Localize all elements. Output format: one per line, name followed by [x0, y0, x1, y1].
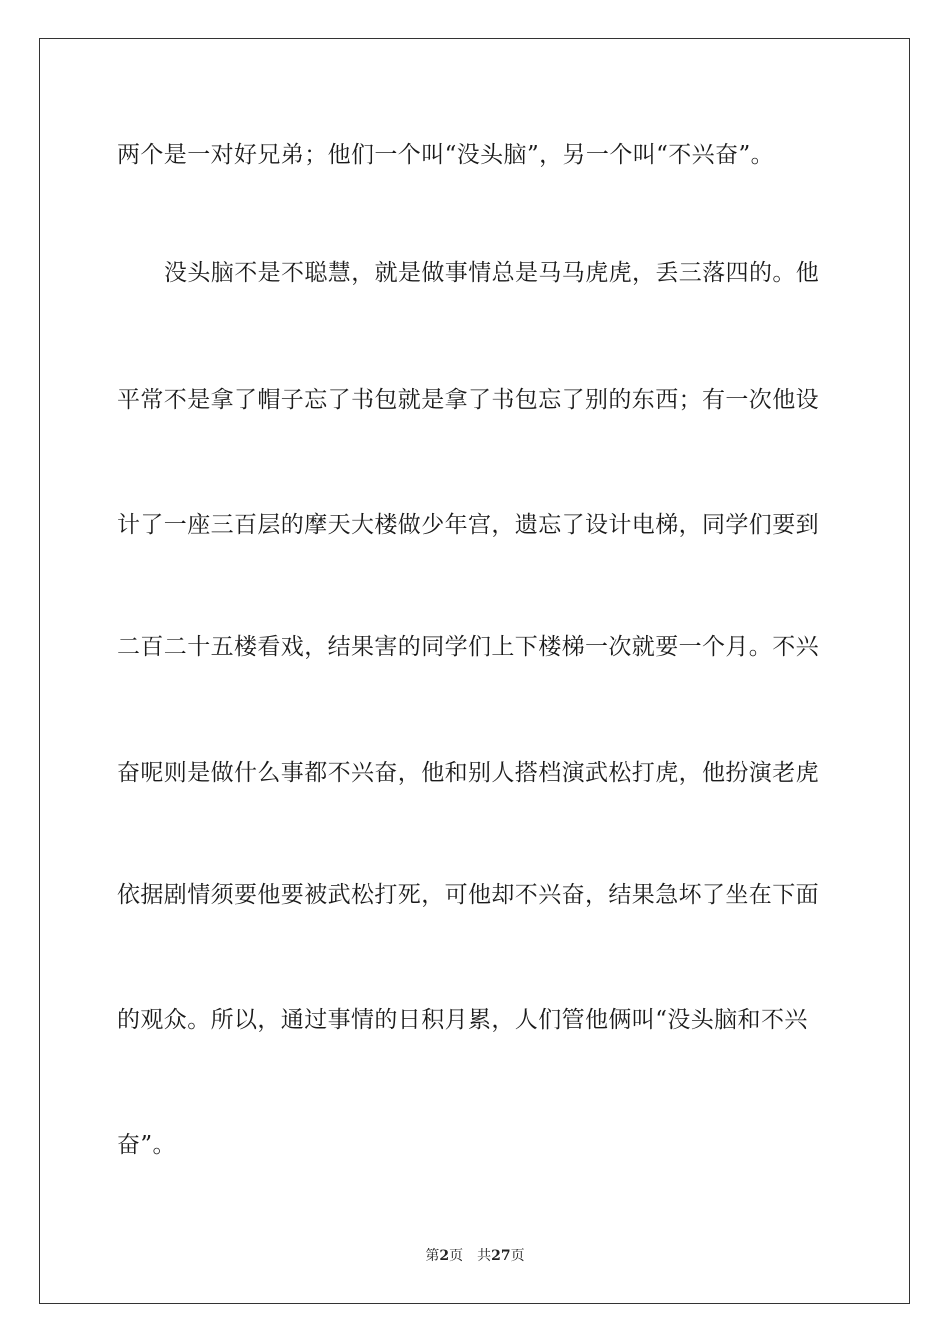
paragraph-line: 没头脑不是不聪慧，就是做事情总是马马虎虎，丢三落四的。他: [164, 260, 820, 286]
page-footer: [0, 1247, 950, 1265]
paragraph-line: 奋”。: [117, 1132, 176, 1158]
page-suffix: 页: [449, 1248, 464, 1264]
paragraph-line: 的观众。所以，通过事情的日积月累，人们管他俩叫“没头脑和不兴: [117, 1007, 808, 1033]
total-suffix: 页: [510, 1248, 525, 1264]
total-pages: 27: [491, 1248, 511, 1264]
paragraph-line: 平常不是拿了帽子忘了书包就是拿了书包忘了别的东西；有一次他设: [117, 387, 819, 413]
page-border: [39, 38, 910, 1304]
paragraph-line: 二百二十五楼看戏，结果害的同学们上下楼梯一次就要一个月。不兴: [117, 634, 819, 660]
total-prefix: 共: [477, 1248, 492, 1264]
page-number: 2: [439, 1248, 450, 1264]
paragraph-line: 两个是一对好兄弟；他们一个叫“没头脑”，另一个叫“不兴奋”。: [117, 142, 775, 168]
paragraph-line: 计了一座三百层的摩天大楼做少年宫，遗忘了设计电梯，同学们要到: [117, 512, 819, 538]
paragraph-line: 依据剧情须要他要被武松打死，可他却不兴奋，结果急坏了坐在下面: [117, 882, 819, 908]
paragraph-line: 奋呢则是做什么事都不兴奋，他和别人搭档演武松打虎，他扮演老虎: [117, 760, 819, 786]
page-prefix: 第: [425, 1248, 440, 1264]
